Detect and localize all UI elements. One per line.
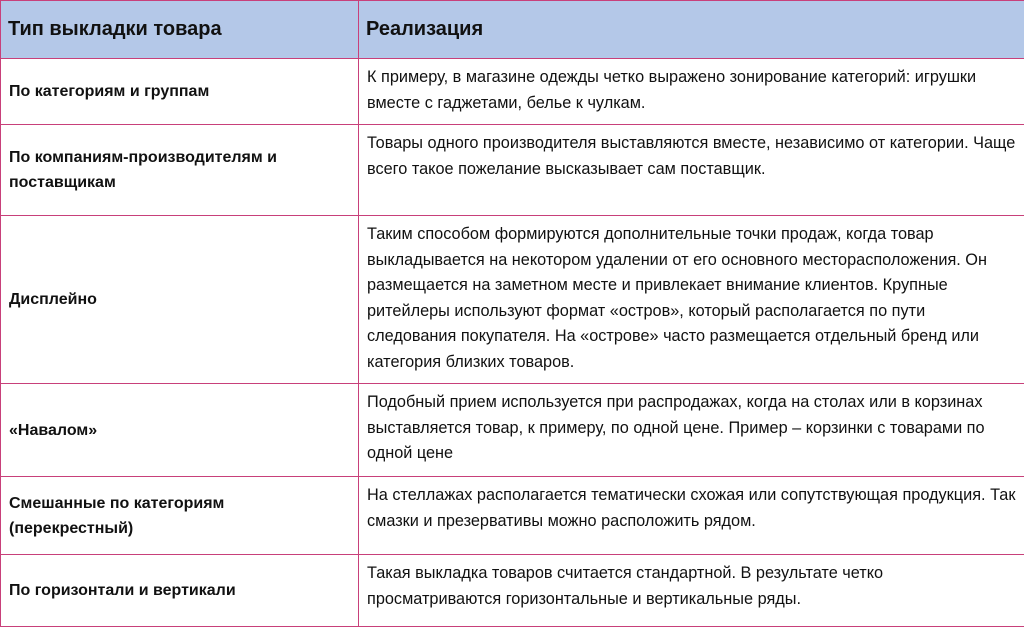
- table-row: [1, 125, 1024, 216]
- layout-type-cell: «Навалом»: [1, 384, 359, 477]
- layout-type-cell: По компаниям-производителям и поставщикам: [1, 125, 359, 216]
- table-row: [1, 477, 1024, 555]
- layout-type-cell: Смешанные по категориям (перекрестный): [1, 477, 359, 555]
- implementation-cell: Таким способом формируются дополнительные точки продаж, когда товар выкладывается на некотором удалении от его основного месторасположения. Он размещается на заметном месте и привлекает внимание клиентов. Крупные ритейлеры используют формат «остров», который располагается по пути следования покупателя. На «острове» часто размещается отдельный бренд или категория близких товаров.: [359, 216, 1024, 384]
- layout-type-cell: По горизонтали и вертикали: [1, 555, 359, 627]
- column-header-implementation: Реализация: [359, 1, 1024, 59]
- table-row: [1, 59, 1024, 125]
- table-row: [1, 384, 1024, 477]
- layout-type-cell: По категориям и группам: [1, 59, 359, 125]
- table-row: [1, 555, 1024, 627]
- column-header-type: Тип выкладки товара: [1, 1, 359, 59]
- layout-type-cell: Дисплейно: [1, 216, 359, 384]
- table-header-row: [1, 1, 1024, 59]
- implementation-cell: Подобный прием используется при распродажах, когда на столах или в корзинах выставляется товар, к примеру, по одной цене. Пример – корзинки с товарами по одной цене: [359, 384, 1024, 477]
- implementation-cell: К примеру, в магазине одежды четко выражено зонирование категорий: игрушки вместе с гаджетами, белье к чулкам.: [359, 59, 1024, 125]
- table-row: [1, 216, 1024, 384]
- implementation-cell: Такая выкладка товаров считается стандартной. В результате четко просматриваются горизонтальные и вертикальные ряды.: [359, 555, 1024, 627]
- implementation-cell: Товары одного производителя выставляются вместе, независимо от категории. Чаще всего такое пожелание высказывает сам поставщик.: [359, 125, 1024, 216]
- implementation-cell: На стеллажах располагается тематически схожая или сопутствующая продукция. Так смазки и презервативы можно расположить рядом.: [359, 477, 1024, 555]
